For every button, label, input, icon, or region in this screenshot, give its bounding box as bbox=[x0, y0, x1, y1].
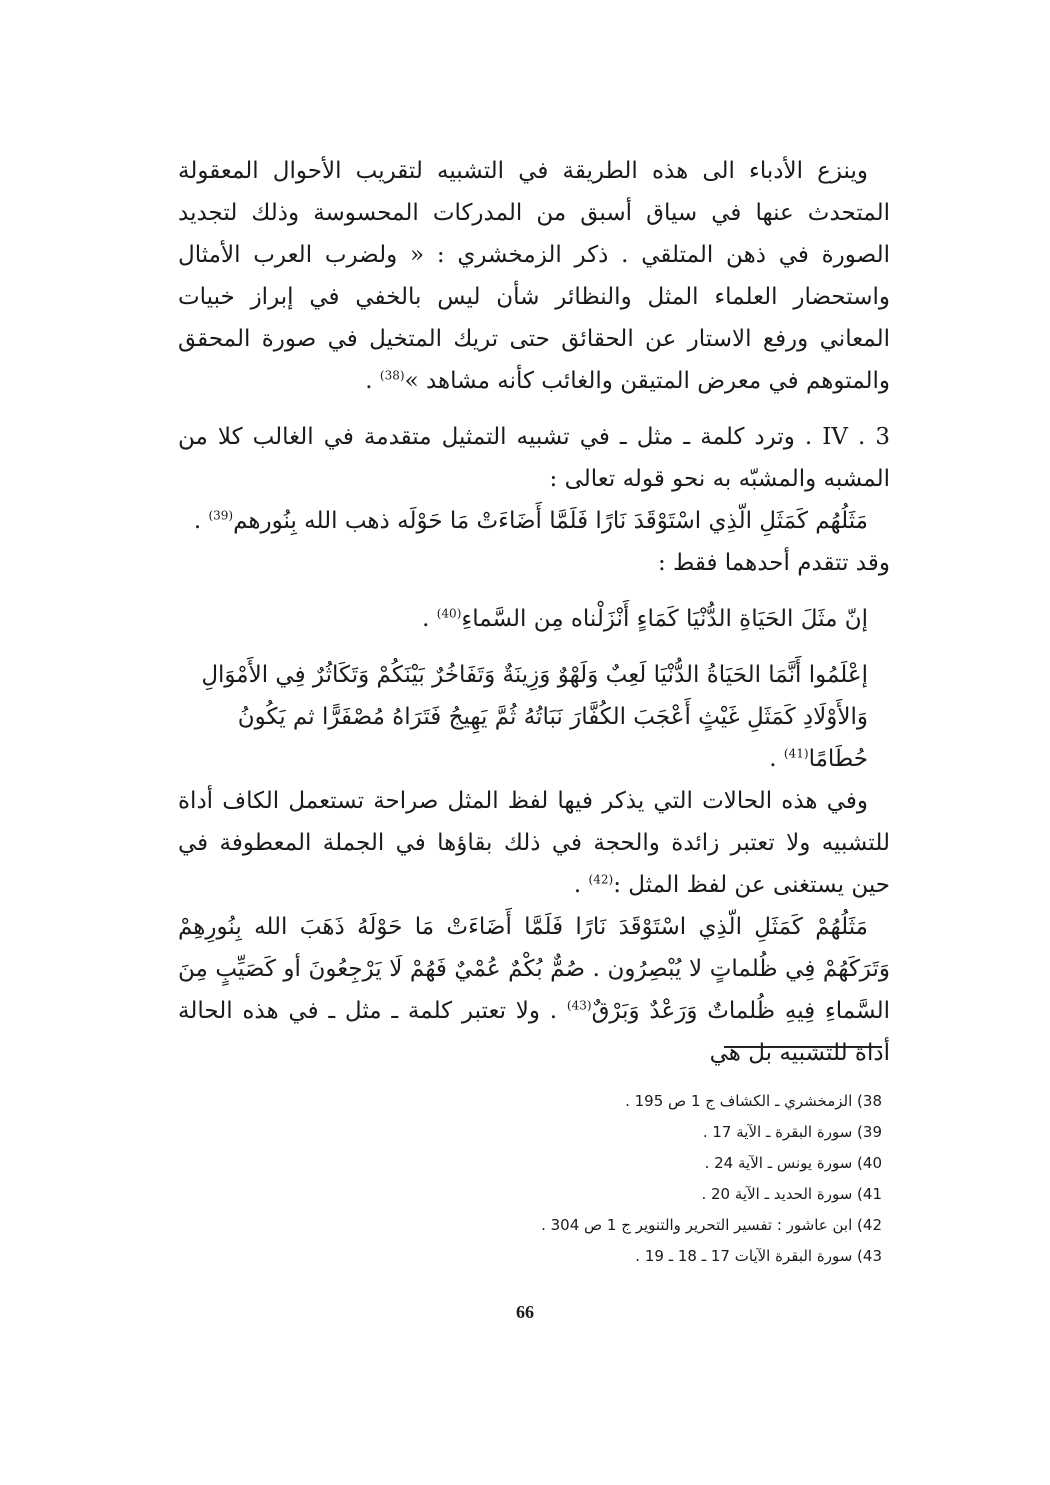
paragraph-precede-one-text: وقد تتقدم أحدهما فقط : bbox=[657, 550, 890, 576]
paragraph-intro-end: . bbox=[365, 368, 380, 394]
paragraph-quran-example-text: مَثَلُهُمْ كَمَثَلِ الّذِي اسْتَوْقَدَ نَارًا فَلَمَّا أَضَاءَتْ مَا حَوْلَهُ ذَهَبَ الله بِنُورِهِمْ وَتَرَكَهُمْ فِي ظُلماتٍ لا يُبْصِرُون . صُمٌّ بُكْمٌ عُمْيٌ فَهُمْ لَا يَرْجِعُونَ أو كَصَيِّبٍ مِنَ السَّماءِ فِيهِ ظُلماتٌ وَرَعْدٌ وَبَرْقٌ bbox=[178, 914, 890, 1024]
footnote-ref-39: (39) bbox=[208, 508, 234, 523]
body-text bbox=[178, 150, 890, 1074]
footnote-40: 40) سورة يونس ـ الآية 24 . bbox=[704, 1154, 882, 1172]
quran-quote-2-text: إنّ مثَلَ الحَيَاةِ الدُّنْيَا كَمَاءٍ أَنْزَلْناه مِن السَّماءِ bbox=[461, 606, 868, 632]
quran-quote-1 bbox=[178, 500, 890, 542]
footnote-ref-41: (41) bbox=[783, 746, 809, 761]
quran-quote-1-text: مَثَلُهُم كَمَثَلِ الّذِي اسْتَوْقَدَ نَارًا فَلَمَّا أَضَاءَتْ مَا حَوْلَه ذهب الله بِنُورهم bbox=[233, 508, 868, 534]
footnote-ref-43: (43) bbox=[566, 998, 592, 1013]
paragraph-section-iv-3 bbox=[178, 416, 890, 500]
footnotes bbox=[520, 1086, 882, 1272]
footnote-39: 39) سورة البقرة ـ الآية 17 . bbox=[702, 1123, 882, 1141]
paragraph-precede-one bbox=[178, 542, 890, 584]
quran-quote-1-end: . bbox=[193, 508, 209, 534]
footnote-41: 41) سورة الحديد ـ الآية 20 . bbox=[701, 1185, 882, 1203]
footnote-42: 42) ابن عاشور : تفسير التحرير والتنوير ج 1 ص 304 . bbox=[541, 1216, 882, 1234]
paragraph-quran-example-end: . ولا تعتبر كلمة ـ مثل ـ في هذه الحالة أداة للتشبيه بل هي bbox=[178, 998, 890, 1066]
paragraph-kaf-usage bbox=[178, 780, 890, 906]
quran-quote-2-end: . bbox=[422, 606, 437, 632]
quran-quote-2 bbox=[178, 598, 890, 640]
footnote-43: 43) سورة البقرة الآيات 17 ـ 18 ـ 19 . bbox=[635, 1247, 882, 1265]
quran-quote-3 bbox=[178, 654, 890, 780]
paragraph-intro-text: وينزع الأدباء الى هذه الطريقة في التشبيه لتقريب الأحوال المعقولة المتحدث عنها في سياق أسبق من المدركات المحسوسة وذلك لتجديد الصورة في ذهن المتلقي . ذكر الزمخشري : « ولضرب العرب الأمثال واستحضار العلماء المثل والنظائر شأن ليس بالخفي في إبراز خبيات المعاني ورفع الاستار عن الحقائق حتى تريك المتخيل في صورة المحقق والمتوهم في معرض المتيقن والغائب كأنه مشاهد » bbox=[178, 158, 890, 394]
page-number: 66 bbox=[516, 1302, 534, 1322]
footnote-ref-38: (38) bbox=[379, 368, 405, 383]
paragraph-section-iv-3-text: IV . 3 . وترد كلمة ـ مثل ـ في تشبيه التمثيل متقدمة في الغالب كلا من المشبه والمشبّه به نحو قوله تعالى : bbox=[178, 424, 890, 492]
quran-quote-3-text: إعْلَمُوا أَنَّمَا الحَيَاةُ الدُّنْيَا لَعِبٌ وَلَهْوٌ وَزِينَةٌ وَتَفَاخُرٌ بَيْنَكُمْ وَتَكَاثُرٌ فِي الأَمْوَالِ وَالأَوْلَادِ كَمَثَلِ غَيْثٍ أَعْجَبَ الكُفَّارَ نَبَاتُهُ ثُمَّ يَهِيجُ فَتَرَاهُ مُصْفَرًّا ثم يَكُونُ حُطَامًا bbox=[201, 662, 868, 772]
paragraph-kaf-usage-end: . bbox=[573, 872, 589, 898]
footnote-38: 38) الزمخشري ـ الكشاف ج 1 ص 195 . bbox=[625, 1092, 882, 1110]
paragraph-intro bbox=[178, 150, 890, 402]
footnote-separator bbox=[724, 1046, 882, 1048]
paragraph-quran-example bbox=[178, 906, 890, 1074]
footnote-ref-40: (40) bbox=[436, 606, 462, 621]
paragraph-kaf-usage-text: وفي هذه الحالات التي يذكر فيها لفظ المثل صراحة تستعمل الكاف أداة للتشبيه ولا تعتبر زائدة والحجة في ذلك بقاؤها في الجملة المعطوفة في حين يستغنى عن لفظ المثل : bbox=[178, 788, 890, 898]
footnote-ref-42: (42) bbox=[588, 872, 614, 887]
quran-quote-3-end: . bbox=[769, 746, 784, 772]
